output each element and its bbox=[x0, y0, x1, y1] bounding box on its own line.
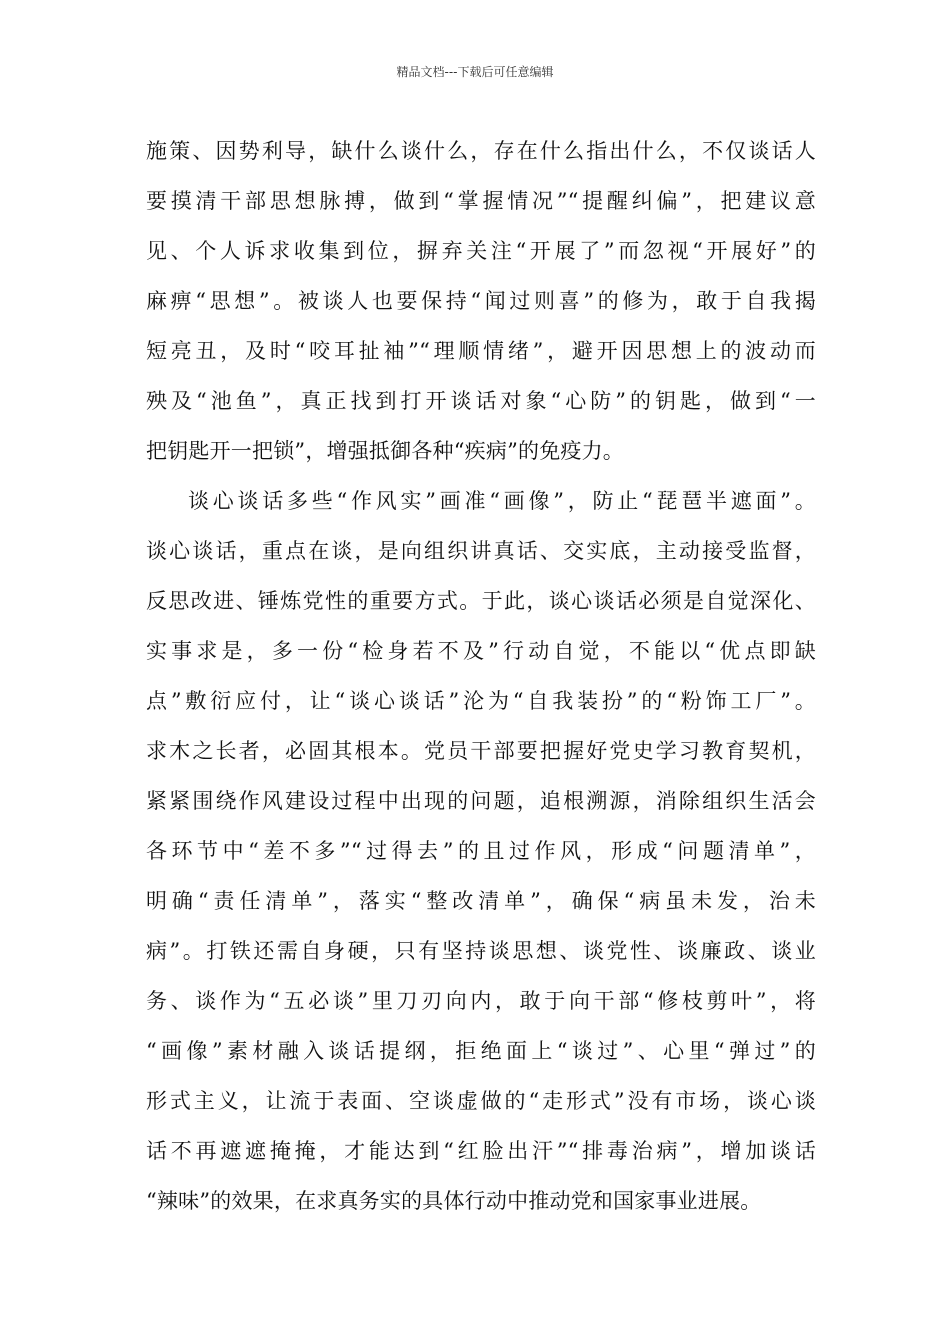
text-line: 紧紧围绕作风建设过程中出现的问题，追根溯源，消除组织生活会 bbox=[146, 789, 816, 813]
text-line: 点”敷衍应付，让“谈心谈话”沦为“自我装扮”的“粉饰工厂”。 bbox=[146, 689, 816, 713]
text-line: 病”。打铁还需自身硬，只有坚持谈思想、谈党性、谈廉政、谈业 bbox=[146, 939, 816, 963]
text-line: 麻痹“思想”。被谈人也要保持“闻过则喜”的修为，敢于自我揭 bbox=[146, 289, 816, 313]
text-line: 各环节中“差不多”“过得去”的且过作风，形成“问题清单”， bbox=[146, 839, 816, 863]
text-line: 谈心谈话，重点在谈，是向组织讲真话、交实底，主动接受监督， bbox=[146, 539, 816, 563]
text-line: 求木之长者，必固其根本。党员干部要把握好党史学习教育契机， bbox=[146, 739, 816, 763]
text-line: 见、个人诉求收集到位，摒弃关注“开展了”而忽视“开展好”的 bbox=[146, 239, 816, 263]
document-body bbox=[146, 126, 816, 1226]
paragraph-1 bbox=[146, 126, 816, 476]
text-line: 务、谈作为“五必谈”里刀刃向内，敢于向干部“修枝剪叶”，将 bbox=[146, 989, 816, 1013]
text-line: 施策、因势利导，缺什么谈什么，存在什么指出什么，不仅谈话人 bbox=[146, 139, 816, 163]
text-line: 谈心谈话多些“作风实”画准“画像”，防止“琵琶半遮面”。 bbox=[188, 489, 816, 513]
text-line: 殃及“池鱼”，真正找到打开谈话对象“心防”的钥匙，做到“一 bbox=[146, 389, 816, 413]
text-line: 形式主义，让流于表面、空谈虚做的“走形式”没有市场，谈心谈 bbox=[146, 1089, 816, 1113]
text-line: 实事求是，多一份“检身若不及”行动自觉，不能以“优点即缺 bbox=[146, 639, 816, 663]
paragraph-2 bbox=[146, 476, 816, 1226]
page-header: 精品文档---下载后可任意编辑 bbox=[396, 65, 554, 79]
text-line: “画像”素材融入谈话提纲，拒绝面上“谈过”、心里“弹过”的 bbox=[146, 1039, 816, 1063]
text-line: 明确“责任清单”，落实“整改清单”，确保“病虽未发，治未 bbox=[146, 889, 816, 913]
text-line: “辣味”的效果，在求真务实的具体行动中推动党和国家事业进展。 bbox=[146, 1189, 762, 1213]
text-line: 反思改进、锤炼党性的重要方式。于此，谈心谈话必须是自觉深化、 bbox=[146, 589, 816, 613]
text-line: 话不再遮遮掩掩，才能达到“红脸出汗”“排毒治病”，增加谈话 bbox=[146, 1139, 816, 1163]
text-line: 短亮丑，及时“咬耳扯袖”“理顺情绪”，避开因思想上的波动而 bbox=[146, 339, 816, 363]
text-line: 把钥匙开一把锁”，增强抵御各种“疾病”的免疫力。 bbox=[146, 439, 625, 463]
text-line: 要摸清干部思想脉搏，做到“掌握情况”“提醒纠偏”，把建议意 bbox=[146, 189, 816, 213]
